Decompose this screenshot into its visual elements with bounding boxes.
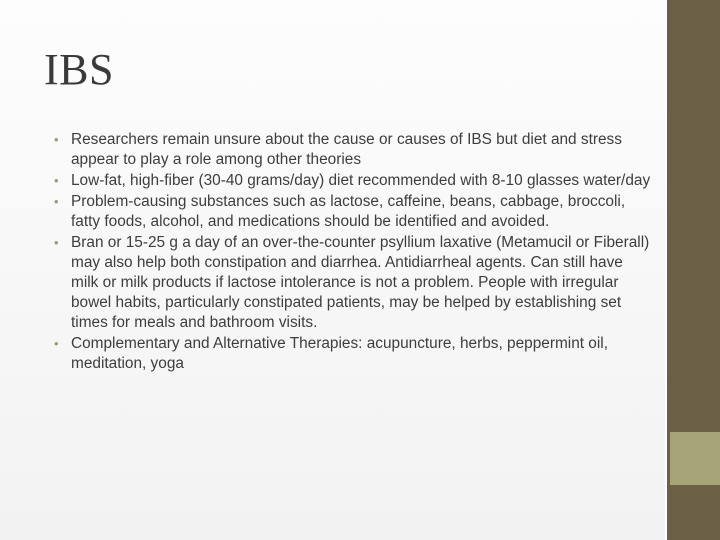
bullet-list: [54, 130, 654, 375]
bullet-icon: •: [54, 173, 59, 188]
bullet-text: Bran or 15-25 g a day of an over-the-counter psyllium laxative (Metamucil or Fiberall) may also help both constipation and diarrhea. Antidiarrheal agents. Can still have milk or milk products if lactose intolerance is not a problem. People with irregular bowel habits, particularly constipated patients, may be helped by establishing set times for meals and bathroom visits.: [71, 234, 650, 331]
bullet-item: [54, 130, 654, 170]
bullet-text: Low-fat, high-fiber (30-40 grams/day) diet recommended with 8-10 glasses water/day: [71, 172, 651, 189]
bullet-icon: •: [54, 194, 59, 209]
side-accent-block: [670, 432, 720, 485]
bullet-icon: •: [54, 132, 59, 147]
bullet-item: [54, 334, 654, 374]
bullet-text: Researchers remain unsure about the cause or causes of IBS but diet and stress appear to play a role among other theories: [71, 131, 622, 168]
bullet-icon: •: [54, 336, 59, 351]
bullet-text: Complementary and Alternative Therapies: acupuncture, herbs, peppermint oil, meditation, yoga: [71, 335, 608, 372]
bullet-item: [54, 192, 654, 232]
bullet-text: Problem-causing substances such as lactose, caffeine, beans, cabbage, broccoli, fatty foods, alcohol, and medications should be identified and avoided.: [71, 193, 626, 230]
bullet-icon: •: [54, 235, 59, 250]
bullet-item: [54, 233, 654, 333]
slide-title: IBS: [44, 45, 114, 94]
bullet-item: [54, 171, 654, 191]
